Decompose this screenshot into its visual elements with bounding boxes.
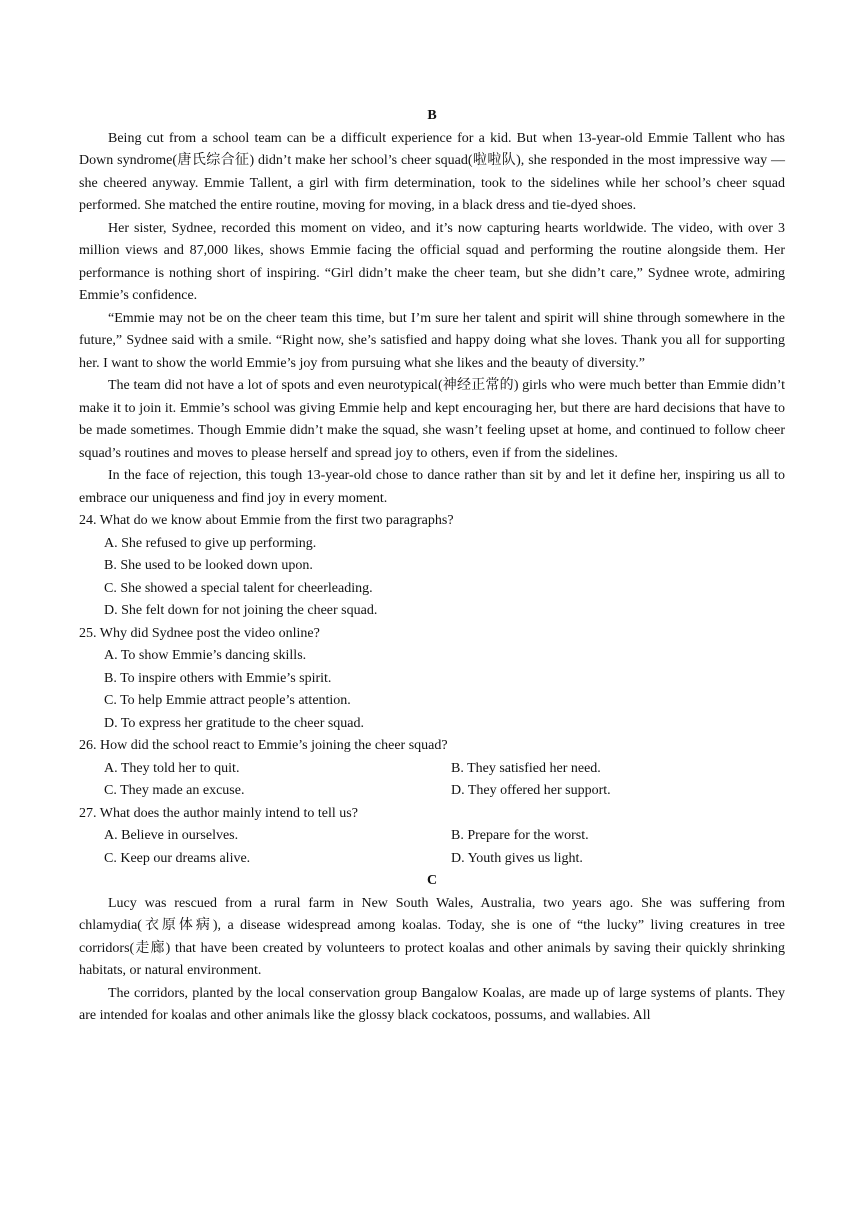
question-26-stem: 26. How did the school react to Emmie’s joining the cheer squad? xyxy=(79,738,448,753)
question-24-option-d: D. She felt down for not joining the cheer squad. xyxy=(104,603,378,618)
question-25-option-d: D. To express her gratitude to the cheer squad. xyxy=(104,715,365,731)
question-26-option-d: D. They offered her support. xyxy=(451,783,611,798)
question-26-option-c: C. They made an excuse. xyxy=(104,783,245,798)
question-26-option-a: A. They told her to quit. xyxy=(104,760,240,776)
section-c-paragraph-1: Lucy was rescued from a rural farm in New South Wales, Australia, two years ago. She was suffering from chlamydia(衣原体病), a disease widespread among koalas. Today, she is one of “the lucky” living creatures in tree corridors(走廊) that have been created by volunteers to protect koalas and other animals by saving their quickly shrinking habitats, or natural environment. xyxy=(79,895,785,978)
question-25-option-b: B. To inspire others with Emmie’s spirit. xyxy=(104,670,332,686)
question-26-option-b: B. They satisfied her need. xyxy=(451,760,601,776)
section-b-paragraph-2: Her sister, Sydnee, recorded this moment on video, and it’s now capturing hearts worldwide. The video, with over 3 million views and 87,000 likes, shows Emmie facing the official squad and performing the routine alongside them. Her performance is nothing short of inspiring. “Girl didn’t make the cheer team, but she didn’t care,” Sydnee wrote, admiring Emmie’s confidence. xyxy=(79,220,785,303)
question-27-stem: 27. What does the author mainly intend to tell us? xyxy=(79,805,358,821)
question-24-options xyxy=(79,533,785,623)
section-b-paragraph-1: Being cut from a school team can be a difficult experience for a kid. But when 13-year-old Emmie Tallent who has Down syndrome(唐氏综合征) didn’t make her school’s cheer squad(啦啦队), she responded in the most impressive way — she cheered anyway. Emmie Tallent, a girl with firm determination, took to the sidelines while her school’s cheer squad performed. She matched the entire routine, moving for moving, in a black dress and tie-dyed shoes. xyxy=(79,130,785,213)
exam-page xyxy=(79,105,785,1028)
question-27-option-a: A. Believe in ourselves. xyxy=(104,828,239,843)
section-c-heading: C xyxy=(426,873,438,888)
section-b-paragraph-3: “Emmie may not be on the cheer team this time, but I’m sure her talent and spirit will shine through somewhere in the future,” Sydnee said with a smile. “Right now, she’s satisfied and happy doing what she loves. Thank you all for supporting her. I want to show the world Emmie’s joy from pursuing what she likes and the beauty of diversity.” xyxy=(79,310,785,371)
question-27-option-d: D. Youth gives us light. xyxy=(451,850,583,866)
question-24-stem: 24. What do we know about Emmie from the first two paragraphs? xyxy=(79,513,454,528)
section-b-paragraph-5: In the face of rejection, this tough 13-year-old chose to dance rather than sit by and let it define her, inspiring us all to embrace our uniqueness and find joy in every moment. xyxy=(79,468,785,506)
question-25-stem: 25. Why did Sydnee post the video online? xyxy=(79,625,320,641)
question-25-options xyxy=(79,645,785,735)
question-26-options xyxy=(79,758,785,803)
question-25-option-a: A. To show Emmie’s dancing skills. xyxy=(104,648,307,663)
question-27-option-b: B. Prepare for the worst. xyxy=(451,828,589,843)
question-25-option-c: C. To help Emmie attract people’s attention. xyxy=(104,693,351,708)
question-27-option-c: C. Keep our dreams alive. xyxy=(104,850,251,866)
question-24-option-c: C. She showed a special talent for cheerleading. xyxy=(104,580,373,596)
question-24-option-a: A. She refused to give up performing. xyxy=(104,535,317,551)
question-27-options xyxy=(79,825,785,870)
section-c-paragraph-2: The corridors, planted by the local conservation group Bangalow Koalas, are made up of large systems of plants. They are intended for koalas and other animals like the glossy black cockatoos, possums, and wallabies. All xyxy=(79,985,785,1023)
section-b-paragraph-4: The team did not have a lot of spots and even neurotypical(神经正常的) girls who were much better than Emmie didn’t make it to join it. Emmie’s school was giving Emmie help and kept encouraging her, but there are hard decisions that have to be made sometimes. Though Emmie didn’t make the squad, she wasn’t feeling upset at home, and continued to follow cheer squad’s routines and moves to please herself and spread joy to others, even if from the sidelines. xyxy=(79,378,785,461)
section-b-heading: B xyxy=(427,108,437,123)
question-24-option-b: B. She used to be looked down upon. xyxy=(104,558,313,573)
